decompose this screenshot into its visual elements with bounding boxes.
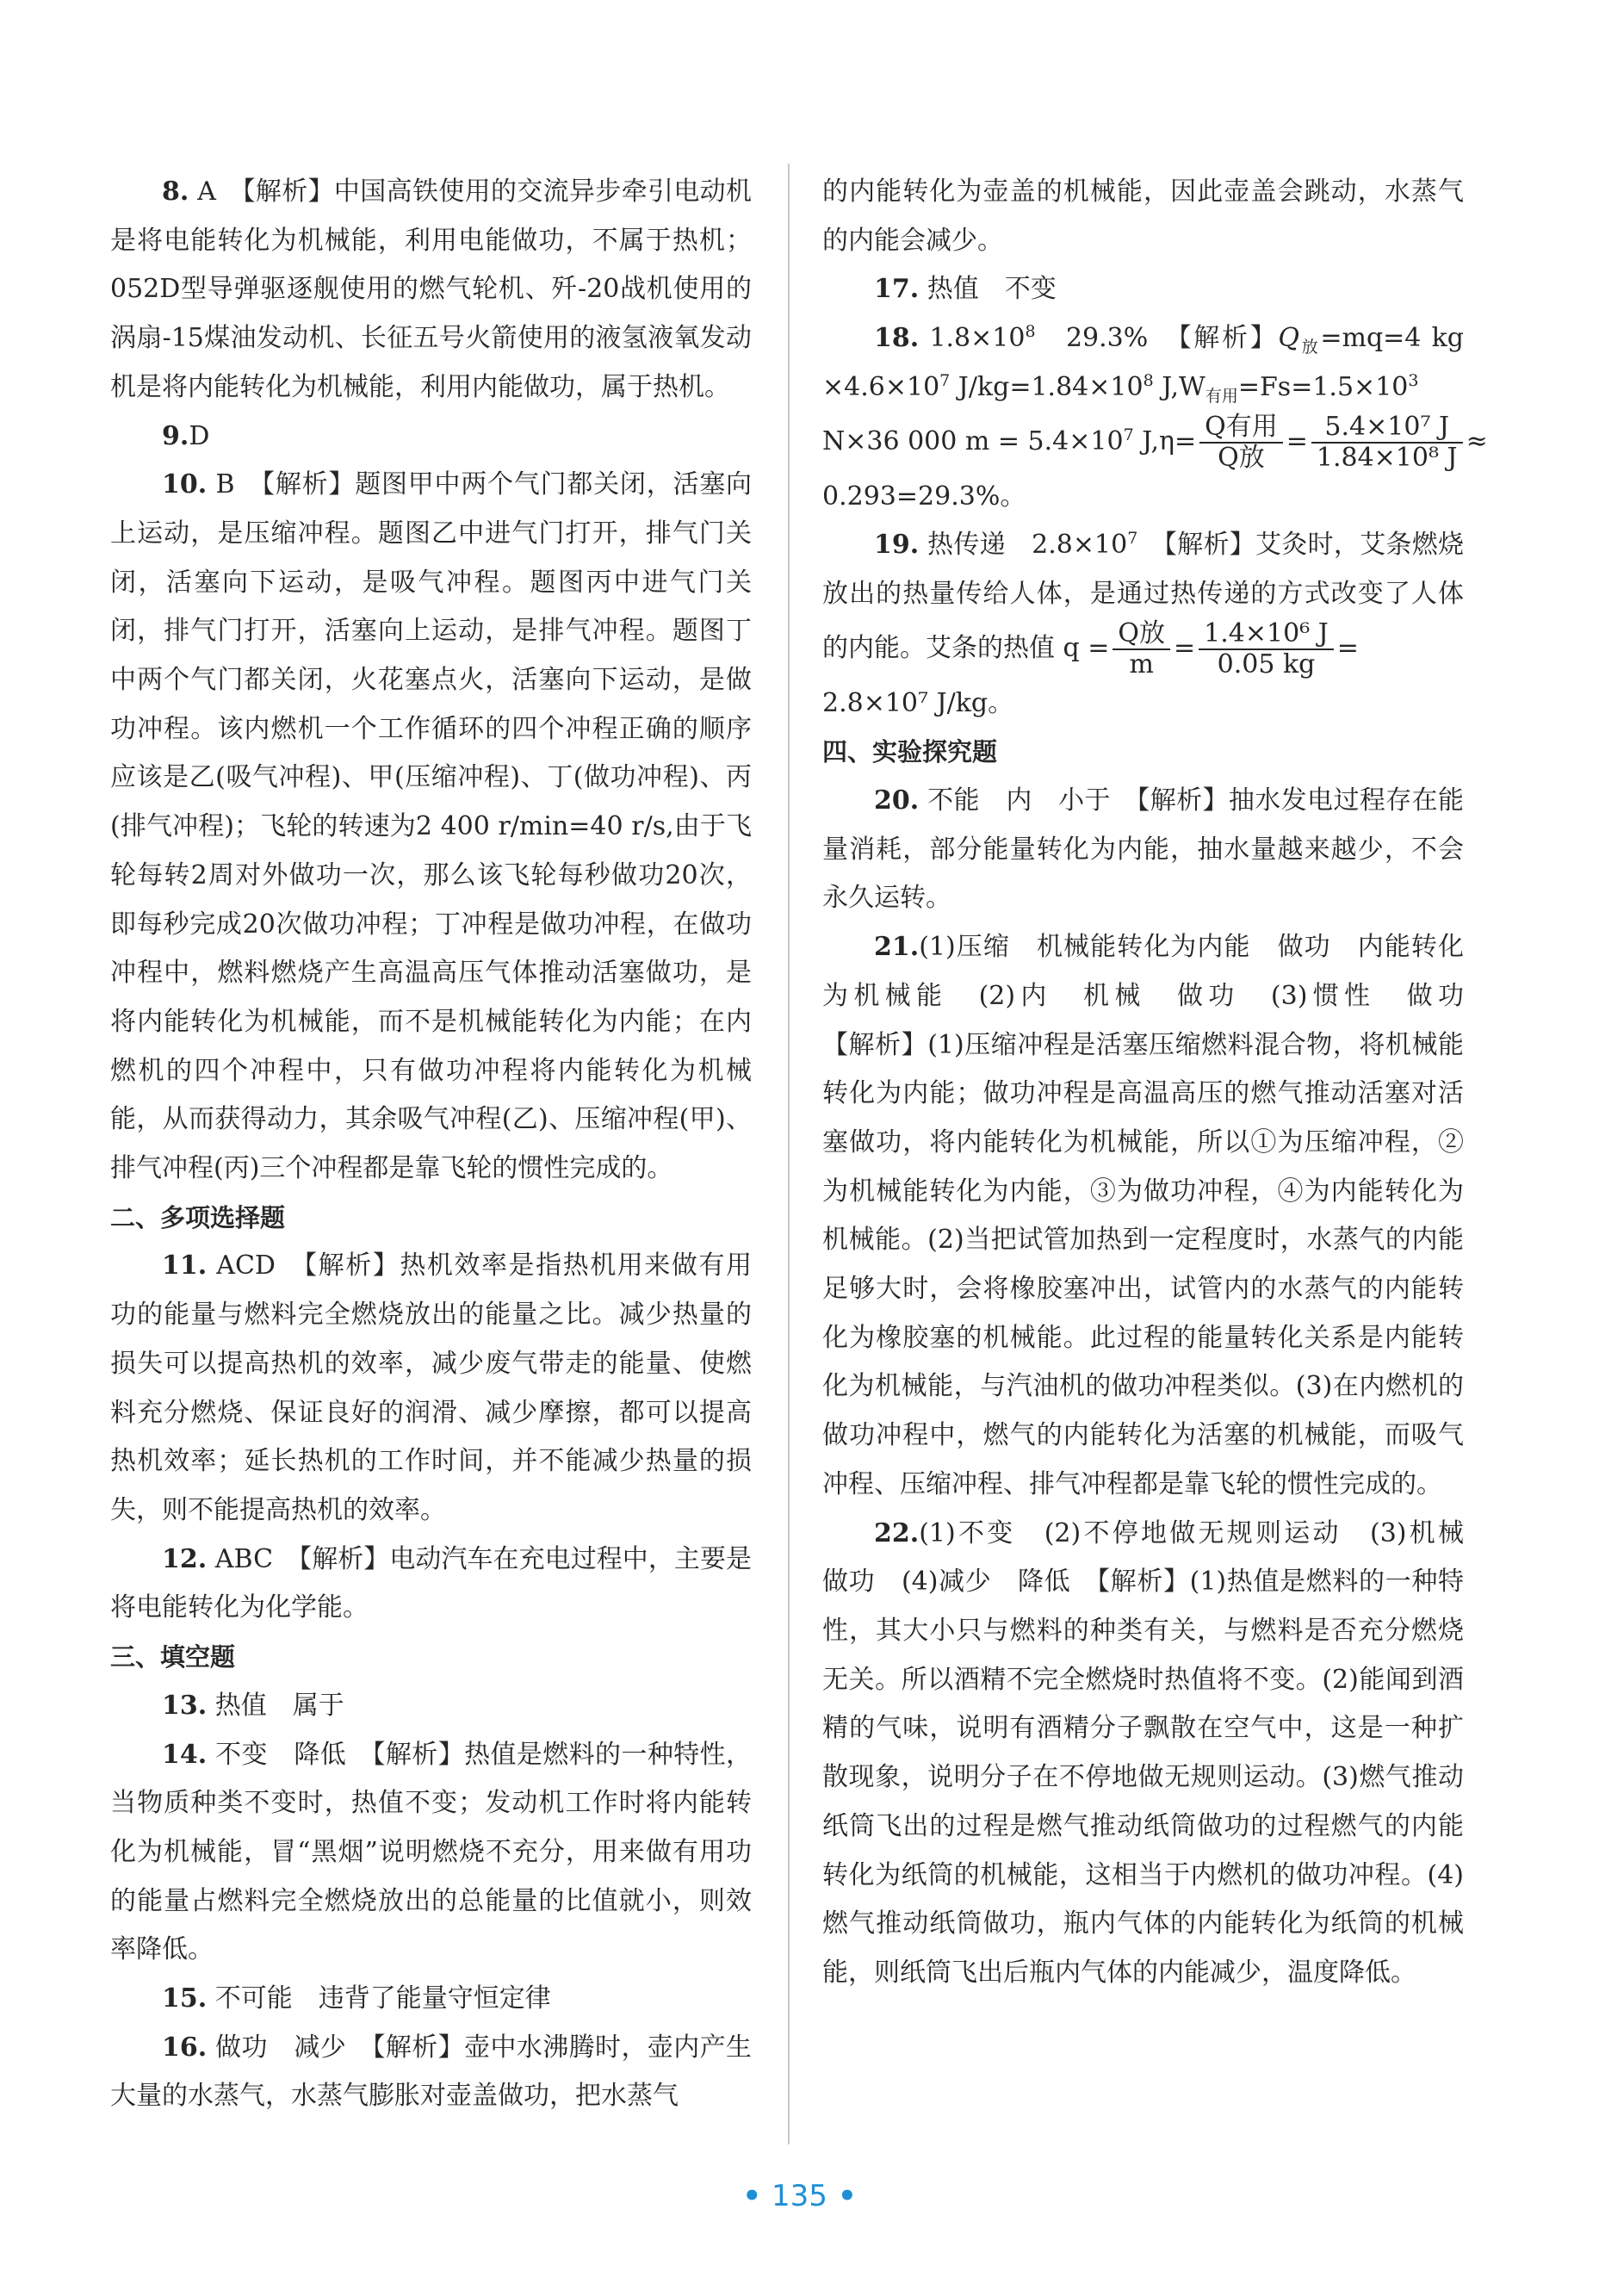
answer-16: 16. 做功 减少 【解析】壶中水沸腾时，壶内产生大量的水蒸气，水蒸气膨胀对壶盖做功，把水蒸气 [110,2032,753,2112]
fraction-efficiency-symbolic: $\frac{\text{Q有用}}{\text{Q放}}$ [1199,413,1283,473]
fraction-heat-value-numeric: $\frac{\text{1.4×10⁶ J}}{0.05 kg}$ [1199,619,1334,679]
answer-10: 10. B 【解析】题图甲中两个气门都关闭，活塞向上运动，是压缩冲程。题图乙中进气门打开，排气门关闭，活塞向下运动，是吸气冲程。题图丙中进气门关闭，排气门打开，活塞向上运动，是排气冲程。题图丁中两个气门都关闭，火花塞点火，活塞向下运动，是做功冲程。该内燃机一个工作循环的四个冲程正确的顺序应该是乙(吸气冲程)、甲(压缩冲程)、丁(做功冲程)、丙(排气冲程)；飞轮的转速为2 400 r/min=40 r/s,由于飞轮每转2周对外做功一次，那么该飞轮每秒做功20次，即每秒完成20次做功冲程；丁冲程是做功冲程，在做功冲程中，燃料燃烧产生高温高压气体推动活塞做功，是将内能转化为机械能，而不是机械能转化为内能；在内燃机的四个冲程中，只有做功冲程将内能转化为机械能，从而获得动力，其余吸气冲程(乙)、压缩冲程(甲)、排气冲程(丙)三个冲程都是靠飞轮的惯性完成的。 [110,469,753,1184]
answer-18: 18. $1.8\times 10^8$ 29.3% 【解析】$Q_放=mq=4$ kg $\times 4.6\times 10^7$ $J/kg=1.84\times 10^8$ $J,W_{有用}=Fs=1.5\times 10^3$ [822,322,1464,406]
answer-17: 17. 热值 不变 [874,274,1057,305]
section-heading-multi-choice: 二、多项选择题 [110,1202,286,1232]
fraction-heat-value-symbolic: $\frac{\text{Q放}}{m}$ [1112,619,1170,679]
answer-11: 11. ACD 【解析】热机效率是指热机用来做有用功的能量与燃料完全燃烧放出的能量之比。减少热量的损失可以提高热机的效率，减少废气带走的能量、使燃料充分燃烧、保证良好的润滑、减少摩擦，都可以提高热机效率；延长热机的工作时间，并不能减少热量的损失，则不能提高热机的效率。 [110,1250,753,1525]
answer-21: 21.(1)压缩 机械能转化为内能 做功 内能转化为机械能 (2)内 机械 做功 (3)惯性 做功 【解析】(1)压缩冲程是活塞压缩燃料混合物，将机械能转化为内能；做功冲程是高温高压的燃气推动活塞对活塞做功，将内能转化为机械能，所以①为压缩冲程，②为机械能转化为内能，③为做功冲程，④为内能转化为机械能。(2)当把试管加热到一定程度时，水蒸气的内能足够大时，会将橡胶塞冲出，试管内的水蒸气的内能转化为橡胶塞的机械能。此过程的能量转化关系是内能转化为机械能，与汽油机的做功冲程类似。(3)在内燃机的做功冲程中，燃气的内能转化为活塞的机械能，而吸气冲程、压缩冲程、排气冲程都是靠飞轮的惯性完成的。 [822,932,1465,1499]
answer-14: 14. 不变 降低 【解析】热值是燃料的一种特性，当物质种类不变时，热值不变；发动机工作时将内能转化为机械能，冒“黑烟”说明燃烧不充分，用来做有用功的能量占燃料完全燃烧放出的总能量的比值就小，则效率降低。 [110,1739,753,1965]
answer-19: 19. 热传递 $2.8\times 10^7$ 【解析】艾灸时，艾条燃烧放出的热量传给人体，是通过热传递的方式改变了人体的内能。艾条的热值 q = $\frac{\text{Q放}}{m}$ = $\frac{\text{1.4×10⁶ J}}{0.05 kg}$ = [822,529,1465,679]
answer-12: 12. ABC 【解析】电动汽车在充电过程中，主要是将电能转化为化学能。 [110,1543,753,1623]
answer-13: 13. 热值 属于 [162,1690,344,1721]
answer-22: 22.(1)不变 (2)不停地做无规则运动 (3)机械 做功 (4)减少 降低 【解析】(1)热值是燃料的一种特性，其大小只与燃料的种类有关，与燃料是否充分燃烧无关。所以酒精不完全燃烧时热值将不变。(2)能闻到酒精的气味，说明有酒精分子飘散在空气中，这是一种扩散现象，说明分子在不停地做无规则运动。(3)燃气推动纸筒飞出的过程是燃气推动纸筒做功的过程燃气的内能转化为纸筒的机械能，这相当于内燃机的做功冲程。(4)燃气推动纸筒做功，瓶内气体的内能转化为纸筒的机械能，则纸筒飞出后瓶内气体的内能减少，温度降低。 [822,1517,1490,1988]
answer-18-result: 0.293=29.3%。 [822,481,1026,512]
section-heading-fill-blank: 三、填空题 [110,1642,236,1672]
section-heading-experiment: 四、实验探究题 [822,737,998,767]
answer-9: 9.D [162,420,210,451]
page-number [0,2179,1599,2213]
answer-19-result: 2.8×10⁷ J/kg。 [822,687,1014,718]
answer-16-continued: 的内能转化为壶盖的机械能，因此壶盖会跳动，水蒸气的内能会减少。 [822,177,1464,256]
answer-18-equation: N×36 000 $m = 5.4\times 10^7$ J,η= $\frac{\text{Q有用}}{\text{Q放}}$ = $\frac{\text{5.4×10⁷ J}}{\text{1.84×10⁸ J}}$ ≈ [822,411,1488,473]
right-column [822,168,1490,1998]
answer-8: 8. A 【解析】中国高铁使用的交流异步牵引电动机是将电能转化为机械能，利用电能做功，不属于热机；052D型导弹驱逐舰使用的燃气轮机、歼-20战机使用的涡扇-15煤油发动机、长征五号火箭使用的液氢液氧发动机是将内能转化为机械能，利用内能做功，属于热机。 [110,177,753,402]
page-number-value: 135 [772,2179,827,2213]
page-number-dot-left: • [742,2179,762,2213]
left-column [110,168,752,2121]
answer-20: 20. 不能 内 小于 【解析】抽水发电过程存在能量消耗，部分能量转化为内能，抽水量越来越少，不会永久运转。 [822,785,1465,914]
page-number-dot-right: • [837,2179,857,2213]
answer-15: 15. 不可能 违背了能量守恒定律 [162,1983,551,2014]
fraction-efficiency-numeric: $\frac{\text{5.4×10⁷ J}}{\text{1.84×10⁸ J}}$ [1311,413,1463,473]
column-divider [788,164,790,2144]
